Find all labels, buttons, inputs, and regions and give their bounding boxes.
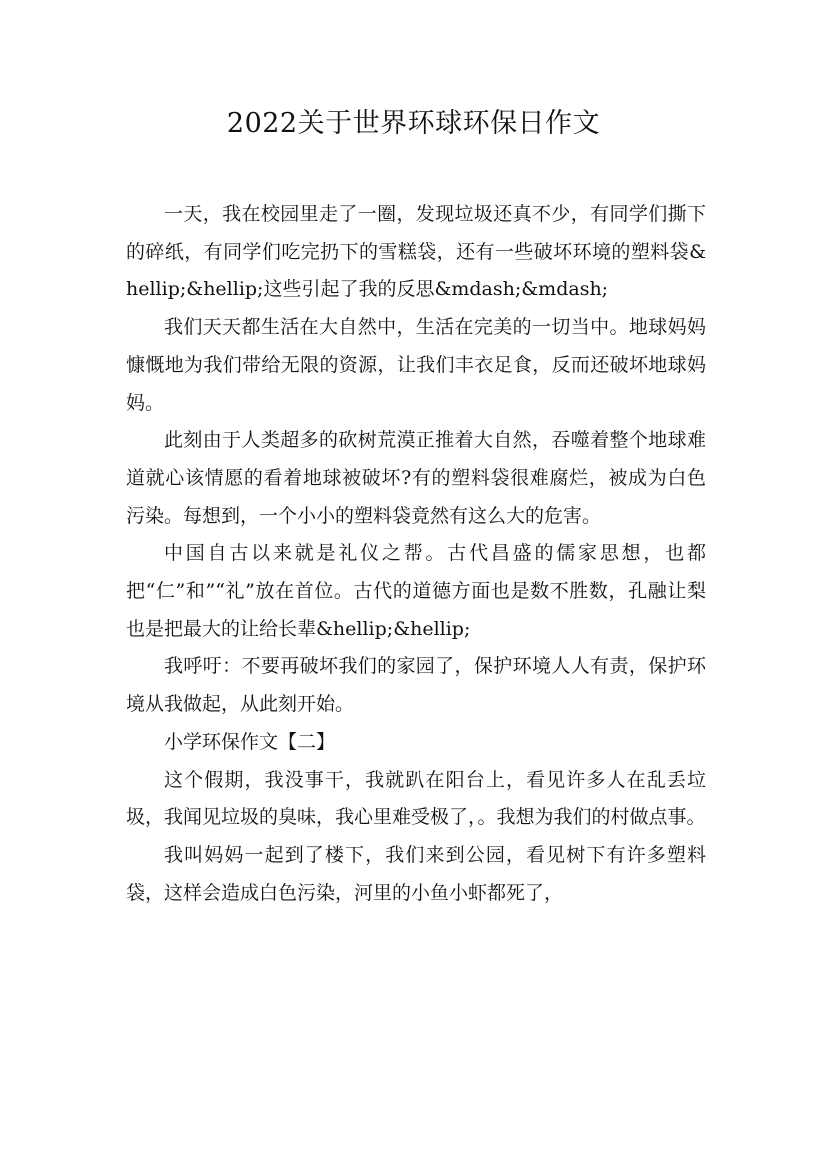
paragraph: 我们天天都生活在大自然中，生活在完美的一切当中。地球妈妈慷慨地为我们带给无限的资源，让我们丰衣足食，反而还破坏地球妈妈。 bbox=[126, 316, 706, 414]
paragraph: 我呼吁：不要再破坏我们的家园了，保护环境人人有责，保护环境从我做起，从此刻开始。 bbox=[126, 655, 706, 716]
paragraph: 我叫妈妈一起到了楼下，我们来到公园，看见树下有许多塑料袋，这样会造成白色污染，河里的小鱼小虾都死了， bbox=[126, 843, 706, 904]
paragraph: 这个假期，我没事干，我就趴在阳台上，看见许多人在乱丢垃圾，我闻见垃圾的臭味，我心里难受极了，。我想为我们的村做点事。 bbox=[126, 768, 706, 829]
document-body bbox=[126, 196, 706, 912]
section-heading: 小学环保作文【二】 bbox=[164, 730, 336, 753]
paragraph: 中国自古以来就是礼仪之帮。古代昌盛的儒家思想，也都把“仁”和”“礼”放在首位。古代的道德方面也是数不胜数，孔融让梨也是把最大的让给长辈&hellip;&hellip; bbox=[126, 542, 706, 640]
document-title: 2022关于世界环球环保日作文 bbox=[226, 108, 601, 139]
paragraph: 此刻由于人类超多的砍树荒漠正推着大自然，吞噬着整个地球难道就心该情愿的看着地球被破坏?有的塑料袋很难腐烂，被成为白色污染。每想到，一个小小的塑料袋竟然有这么大的危害。 bbox=[126, 429, 706, 527]
paragraph: 一天，我在校园里走了一圈，发现垃圾还真不少，有同学们撕下的碎纸，有同学们吃完扔下的雪糕袋，还有一些破坏环境的塑料袋&hellip;&hellip;这些引起了我的反思&mdash;&mdash; bbox=[126, 203, 706, 301]
